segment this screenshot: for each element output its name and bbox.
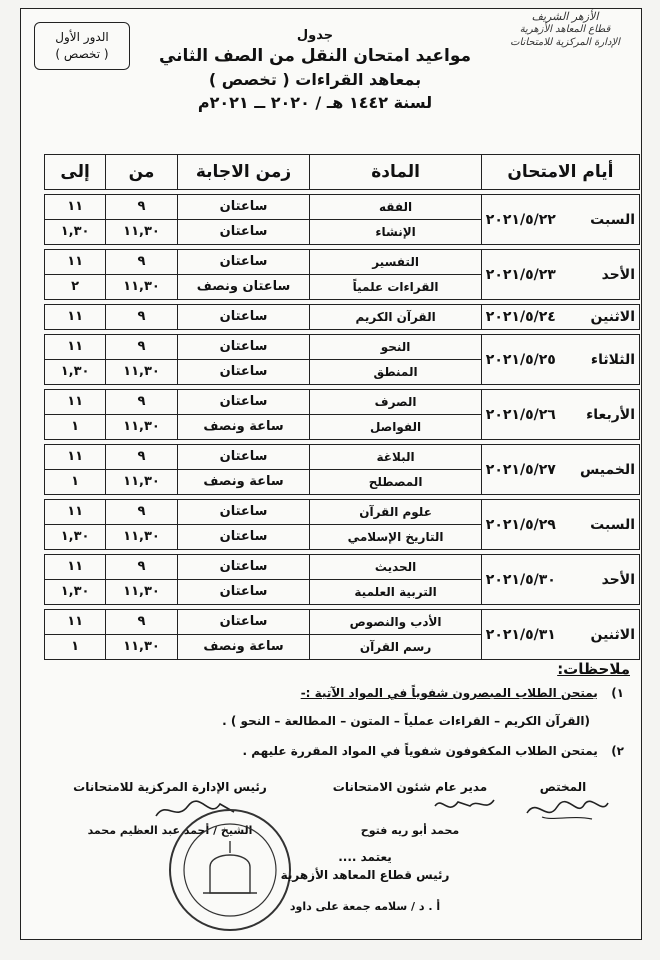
- time-to: ١١: [67, 254, 84, 269]
- title-line-3: ( تخصص ) بمعاهد القراءات: [208, 70, 422, 89]
- day-name: الأربعاء: [586, 406, 635, 423]
- time-from-cell: [105, 194, 176, 245]
- time-to: ١,٣٠: [45, 219, 105, 244]
- subject: النحو: [380, 340, 411, 354]
- time-to: ٢: [45, 274, 105, 299]
- day-cell: [481, 609, 640, 660]
- institution-line-3: الإدارة المركزية للامتحانات: [510, 37, 620, 48]
- day-name: الخميس: [579, 461, 635, 478]
- time-to: ١١: [67, 339, 84, 354]
- day-cell: [481, 249, 640, 300]
- duration: ساعة ونصف: [178, 634, 310, 659]
- day-cell: [481, 194, 640, 245]
- notes-section: [40, 660, 630, 772]
- duration: ساعتان: [219, 504, 268, 519]
- time-from: ١١,٣٠: [106, 579, 176, 604]
- header-to: إلى: [44, 154, 105, 190]
- exam-date: ٢٠٢١/٥/٢٥: [485, 351, 556, 368]
- subject-cell: [309, 334, 480, 385]
- table-row: [44, 444, 640, 495]
- note-1-number: ١): [611, 686, 624, 700]
- subject-cell: [309, 249, 480, 300]
- time-to: ١: [45, 469, 105, 494]
- duration: ساعتان: [178, 219, 310, 244]
- note-1-detail: (القرآن الكريم – القراءات عملياً – المتون – المطالعة – النحو ) .: [222, 714, 590, 728]
- subject: الفقه: [378, 200, 413, 214]
- subject: التفسير: [372, 255, 419, 269]
- time-to: ١١: [67, 449, 84, 464]
- table-row: [44, 609, 640, 660]
- time-from: ٩: [137, 504, 146, 519]
- general-manager-signature: [430, 792, 500, 820]
- approval-title: رئيس قطاع المعاهد الأزهرية: [280, 868, 450, 882]
- duration: ساعة ونصف: [178, 414, 310, 439]
- time-from-cell: [105, 389, 176, 440]
- title-line-1: جدول: [296, 28, 334, 43]
- subject-cell: [309, 554, 480, 605]
- time-from: ٩: [137, 254, 146, 269]
- exam-date: ٢٠٢١/٥/٢٩: [485, 516, 556, 533]
- title-line-2: مواعيد امتحان النقل من الصف الثاني: [158, 46, 472, 66]
- time-from: ٩: [137, 309, 146, 324]
- exam-date: ٢٠٢١/٥/٢٤: [485, 309, 556, 325]
- subject: البلاغة: [376, 450, 415, 464]
- duration-cell: [177, 499, 310, 550]
- subject: القرآن الكريم: [355, 310, 436, 324]
- notes-title: ملاحظات:: [557, 660, 630, 678]
- duration-cell: [177, 444, 310, 495]
- day-name: الأحد: [601, 266, 635, 283]
- header-from: من: [105, 154, 176, 190]
- subject-cell: [309, 609, 480, 660]
- day-name: السبت: [590, 516, 635, 533]
- time-from-cell: [105, 304, 176, 330]
- time-from: ٩: [137, 394, 146, 409]
- exam-date: ٢٠٢١/٥/٣١: [485, 626, 556, 643]
- duration: ساعة ونصف: [178, 469, 310, 494]
- exam-schedule-table: [44, 150, 640, 664]
- institution-header: [490, 10, 640, 49]
- time-to-cell: [44, 499, 105, 550]
- header-subject: المادة: [309, 154, 480, 190]
- day-name: السبت: [590, 211, 635, 228]
- time-to: ١,٣٠: [45, 524, 105, 549]
- time-to-cell: [44, 389, 105, 440]
- time-from: ٩: [137, 449, 146, 464]
- subject: الأدب والنصوص: [349, 615, 442, 629]
- table-row: [44, 499, 640, 550]
- time-to-cell: [44, 194, 105, 245]
- exam-date: ٢٠٢١/٥/٢٢: [485, 211, 556, 228]
- table-row: [44, 194, 640, 245]
- exam-date: ٢٠٢١/٥/٢٧: [485, 461, 556, 478]
- time-from: ٩: [137, 559, 146, 574]
- time-from: ٩: [137, 199, 146, 214]
- duration-cell: [177, 609, 310, 660]
- duration: ساعتان: [178, 359, 310, 384]
- time-from-cell: [105, 334, 176, 385]
- time-from: ١١,٣٠: [106, 469, 176, 494]
- duration: ساعتان: [219, 339, 268, 354]
- duration-cell: [177, 304, 310, 330]
- subject: التربية العلمية: [310, 579, 480, 604]
- duration: ساعتان: [219, 309, 268, 324]
- exam-date: ٢٠٢١/٥/٣٠: [485, 571, 556, 588]
- time-from: ١١,٣٠: [106, 634, 176, 659]
- subject: الصرف: [374, 395, 417, 409]
- specialist-signature: [522, 795, 612, 825]
- note-1: [40, 686, 624, 700]
- time-from: ١١,٣٠: [106, 274, 176, 299]
- time-from: ٩: [137, 614, 146, 629]
- duration-cell: [177, 389, 310, 440]
- table-row: [44, 389, 640, 440]
- duration: ساعتان: [219, 199, 268, 214]
- subject: الحديث: [374, 560, 417, 574]
- duration-cell: [177, 554, 310, 605]
- duration: ساعتان ونصف: [178, 274, 310, 299]
- session-box: [34, 22, 130, 70]
- subject-cell: [309, 444, 480, 495]
- time-from: ١١,٣٠: [106, 414, 176, 439]
- time-from: ١١,٣٠: [106, 219, 176, 244]
- time-to: ١١: [67, 309, 84, 324]
- title-line-4: لسنة ١٤٤٢ هـ / ٢٠٢٠ ــ ٢٠٢١م: [197, 93, 433, 112]
- subject-cell: [309, 499, 480, 550]
- day-name: الاثنين: [590, 309, 635, 325]
- table-row: [44, 334, 640, 385]
- day-cell: [481, 334, 640, 385]
- time-from-cell: [105, 444, 176, 495]
- note-1-text: يمتحن الطلاب المبصرون شفوياً في المواد الآتية :-: [300, 686, 598, 700]
- time-to: ١: [45, 634, 105, 659]
- approval-label: يعتمد ....: [338, 850, 392, 864]
- time-from-cell: [105, 609, 176, 660]
- approval-name: أ . د / سلامه جمعة على داود: [289, 900, 441, 913]
- exam-date: ٢٠٢١/٥/٢٦: [485, 406, 556, 423]
- subject: القراءات علمياً: [310, 274, 480, 299]
- general-manager-title: مدير عام شئون الامتحانات: [332, 780, 488, 794]
- subject-cell: [309, 194, 480, 245]
- time-from: ١١,٣٠: [106, 359, 176, 384]
- duration: ساعتان: [219, 254, 268, 269]
- duration: ساعتان: [219, 394, 268, 409]
- duration-cell: [177, 334, 310, 385]
- header-duration: زمن الاجابة: [177, 154, 310, 190]
- time-to-cell: [44, 334, 105, 385]
- duration: ساعتان: [219, 449, 268, 464]
- specialist-signature-block: [508, 780, 618, 794]
- time-to: ١١: [67, 614, 84, 629]
- day-cell: [481, 554, 640, 605]
- institution-line-1: الأزهر الشريف: [531, 10, 599, 23]
- time-to: ١,٣٠: [45, 359, 105, 384]
- duration-cell: [177, 194, 310, 245]
- subject: المنطق: [310, 359, 480, 384]
- institution-line-2: قطاع المعاهد الأزهرية: [519, 24, 611, 35]
- time-from-cell: [105, 249, 176, 300]
- time-to: ١١: [67, 504, 84, 519]
- subject-cell: [309, 304, 480, 330]
- duration: ساعتان: [178, 579, 310, 604]
- time-to: ١: [45, 414, 105, 439]
- time-to: ١,٣٠: [45, 579, 105, 604]
- day-cell: [481, 389, 640, 440]
- time-to-cell: [44, 249, 105, 300]
- specialist-title: المختص: [539, 780, 587, 794]
- time-to-cell: [44, 609, 105, 660]
- exam-date: ٢٠٢١/٥/٢٣: [485, 266, 556, 283]
- time-from: ٩: [137, 339, 146, 354]
- time-from: ١١,٣٠: [106, 524, 176, 549]
- time-from-cell: [105, 499, 176, 550]
- subject: الإنشاء: [310, 219, 480, 244]
- subject: علوم القرآن: [359, 505, 432, 519]
- note-2-number: ٢): [611, 744, 624, 758]
- subject: المصطلح: [310, 469, 480, 494]
- time-from-cell: [105, 554, 176, 605]
- session-line-2: ( تخصص ): [55, 47, 109, 61]
- subject-cell: [309, 389, 480, 440]
- day-name: الاثنين: [590, 626, 635, 643]
- time-to: ١١: [67, 394, 84, 409]
- duration-cell: [177, 249, 310, 300]
- approval-block: [235, 850, 495, 913]
- time-to-cell: [44, 444, 105, 495]
- day-cell: [481, 444, 640, 495]
- table-header-row: [44, 154, 640, 190]
- general-manager-name: محمد أبو ريه فتوح: [360, 824, 460, 837]
- header-days: أيام الامتحان: [481, 154, 640, 190]
- subject: رسم القرآن: [310, 634, 480, 659]
- day-name: الأحد: [601, 571, 635, 588]
- day-cell: [481, 499, 640, 550]
- day-cell: [481, 304, 640, 330]
- day-name: الثلاثاء: [590, 351, 635, 368]
- duration: ساعتان: [178, 524, 310, 549]
- duration: ساعتان: [219, 614, 268, 629]
- table-row: [44, 249, 640, 300]
- page-title: [150, 28, 480, 114]
- central-head-title: رئيس الإدارة المركزية للامتحانات: [73, 780, 267, 794]
- central-head-name: الشيخ / أحمد عبد العظيم محمد: [87, 824, 253, 837]
- table-row: [44, 554, 640, 605]
- note-2: [40, 744, 624, 758]
- subject: الفواصل: [310, 414, 480, 439]
- time-to: ١١: [67, 199, 84, 214]
- time-to: ١١: [67, 559, 84, 574]
- note-2-text: يمتحن الطلاب المكفوفون شفوياً في المواد المقررة عليهم .: [242, 744, 598, 758]
- table-row: [44, 304, 640, 330]
- time-to-cell: [44, 554, 105, 605]
- session-line-1: الدور الأول: [55, 30, 109, 44]
- subject: التاريخ الإسلامي: [310, 524, 480, 549]
- duration: ساعتان: [219, 559, 268, 574]
- time-to-cell: [44, 304, 105, 330]
